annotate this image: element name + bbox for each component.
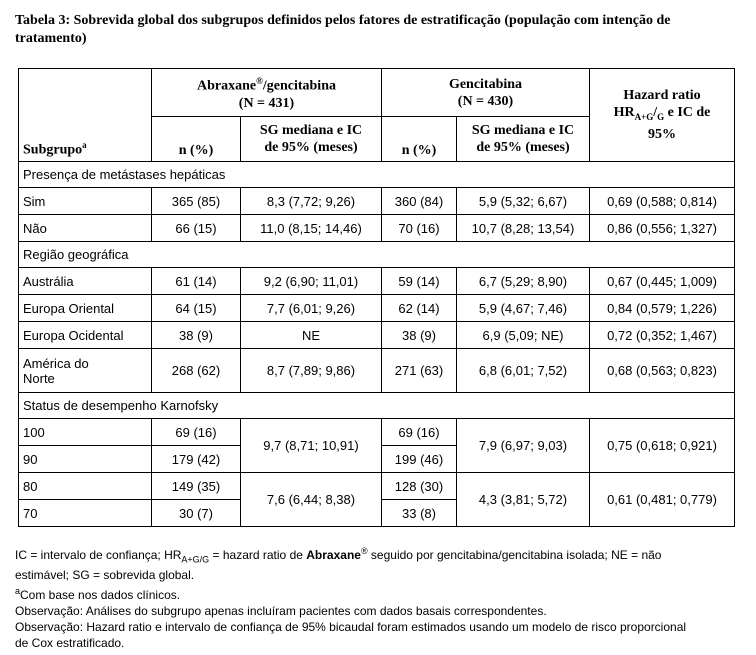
section-karnofsky: Status de desempenho Karnofsky [19,393,735,419]
cell: 9,2 (6,90; 11,01) [241,268,382,295]
footnote-observation-2: Observação: Hazard ratio e intervalo de confiança de 95% bicaudal foram estimados usando um modelo de risco proporcional [15,620,687,635]
cell: 11,0 (8,15; 14,46) [241,215,382,242]
survival-table [18,68,735,527]
cell: 199 (46) [382,446,457,473]
cell: 10,7 (8,28; 13,54) [457,215,590,242]
row-label: 90 [19,446,152,473]
section-row [19,393,735,419]
cell: 61 (14) [152,268,241,295]
cell: 0,84 (0,579; 1,226) [590,295,735,322]
row-label: Não [19,215,152,242]
hazard-ratio-header: Hazard ratio $HR_{A+G}/_G$ e IC de 95% [590,69,735,162]
footnote-a: $^a$Com base nos dados clínicos. [15,586,181,603]
table-row [19,322,735,349]
table-row [19,268,735,295]
gemcitabine-group-header: Gencitabina (N = 430) [382,69,590,117]
cell: 0,68 (0,563; 0,823) [590,349,735,393]
cell: 7,7 (6,01; 9,26) [241,295,382,322]
cell: 62 (14) [382,295,457,322]
cell: 33 (8) [382,500,457,527]
cell: 8,3 (7,72; 9,26) [241,188,382,215]
footnotes [15,543,750,651]
cell: 69 (16) [382,419,457,446]
row-label: 100 [19,419,152,446]
row-label: Sim [19,188,152,215]
table-row [19,215,735,242]
footnote-abbreviations: IC = intervalo de confiança; $HR_{A+G/G}$ = hazard ratio de Abraxane® seguido por gencitabina/gencitabina isolada; NE = não [15,546,662,565]
subgroup-header: Subgrupo$^a$ [19,69,152,162]
table-row [19,349,735,393]
table-row [19,473,735,500]
n-pct-header-1: n (%) [152,117,241,162]
cell: 271 (63) [382,349,457,393]
row-label: 70 [19,500,152,527]
cell: 0,69 (0,588; 0,814) [590,188,735,215]
cell: 5,9 (4,67; 7,46) [457,295,590,322]
row-label: América do Norte [19,349,152,393]
cell: 30 (7) [152,500,241,527]
table-title: Tabela 3: Sobrevida global dos subgrupos definidos pelos fatores de estratificação (população com intenção de tratamento) [15,13,671,46]
merged-cell: 0,75 (0,618; 0,921) [590,419,735,473]
table-row [19,295,735,322]
abraxane-group-header: Abraxane®/gencitabina (N = 431) [152,69,382,117]
merged-cell: 0,61 (0,481; 0,779) [590,473,735,527]
sg-header-2: SG mediana e IC de 95% (meses) [457,117,590,162]
row-label: Europa Ocidental [19,322,152,349]
cell: 0,86 (0,556; 1,327) [590,215,735,242]
merged-cell: 7,9 (6,97; 9,03) [457,419,590,473]
sg-header-1: SG mediana e IC de 95% (meses) [241,117,382,162]
cell: 6,8 (6,01; 7,52) [457,349,590,393]
cell: 38 (9) [152,322,241,349]
cell: 360 (84) [382,188,457,215]
footnote-abbreviations-cont: estimável; SG = sobrevida global. [15,568,195,583]
cell: 179 (42) [152,446,241,473]
cell: 5,9 (5,32; 6,67) [457,188,590,215]
cell: 0,67 (0,445; 1,009) [590,268,735,295]
cell: 0,72 (0,352; 1,467) [590,322,735,349]
section-row [19,162,735,188]
cell: 149 (35) [152,473,241,500]
cell: 64 (15) [152,295,241,322]
row-label: Austrália [19,268,152,295]
merged-cell: 9,7 (8,71; 10,91) [241,419,382,473]
row-label: 80 [19,473,152,500]
cell: 59 (14) [382,268,457,295]
merged-cell: 7,6 (6,44; 8,38) [241,473,382,527]
header-row-1 [19,69,735,117]
cell: 69 (16) [152,419,241,446]
cell: 70 (16) [382,215,457,242]
footnote-observation-1: Observação: Análises do subgrupo apenas incluíram pacientes com dados basais correspondentes. [15,604,547,619]
cell: 128 (30) [382,473,457,500]
table-row [19,419,735,446]
table-row [19,188,735,215]
merged-cell: 4,3 (3,81; 5,72) [457,473,590,527]
cell: 365 (85) [152,188,241,215]
cell: 8,7 (7,89; 9,86) [241,349,382,393]
cell: 6,9 (5,09; NE) [457,322,590,349]
cell: 38 (9) [382,322,457,349]
cell: 268 (62) [152,349,241,393]
footnote-observation-2-cont: de Cox estratificado. [15,636,125,651]
section-region: Região geográfica [19,242,735,268]
section-row [19,242,735,268]
cell: 66 (15) [152,215,241,242]
cell: NE [241,322,382,349]
n-pct-header-2: n (%) [382,117,457,162]
row-label: Europa Oriental [19,295,152,322]
section-hepatic: Presença de metástases hepáticas [19,162,735,188]
cell: 6,7 (5,29; 8,90) [457,268,590,295]
